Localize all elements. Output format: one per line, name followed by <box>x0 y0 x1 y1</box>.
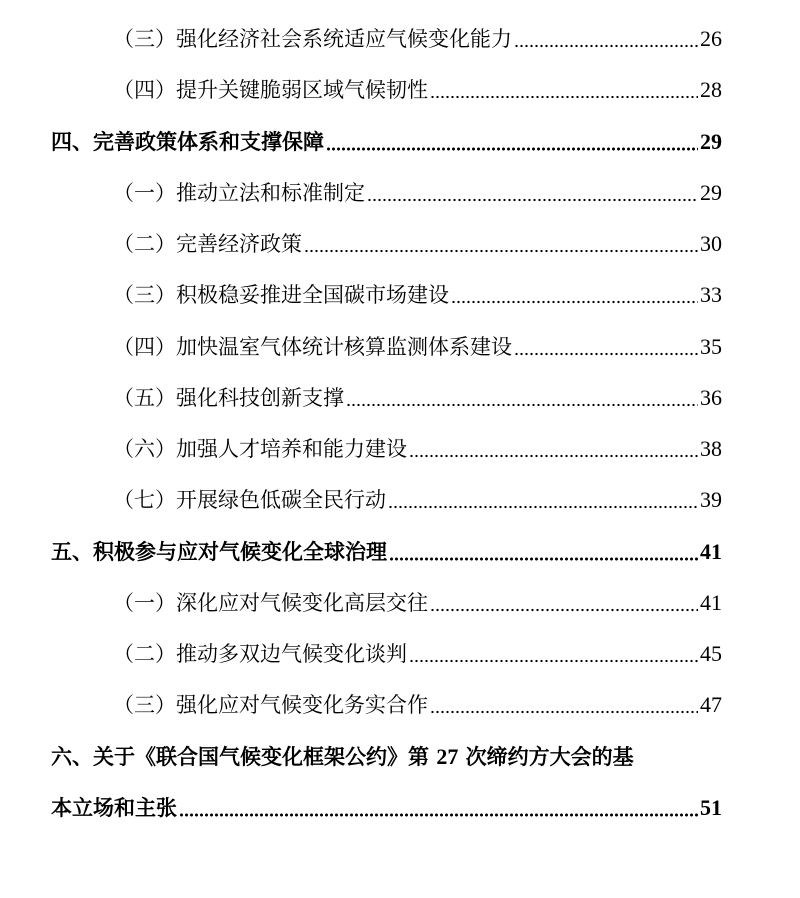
dot-leader <box>346 403 698 407</box>
toc-entry-label-number: 27 <box>436 744 459 769</box>
toc-entry-label: 四、完善政策体系和支撑保障 <box>51 129 324 154</box>
dot-leader <box>409 659 698 663</box>
toc-entry-page: 38 <box>700 436 722 461</box>
toc-entry-sub[interactable] <box>113 176 722 210</box>
toc-entry-page: 45 <box>700 641 722 666</box>
dot-leader <box>430 710 698 714</box>
toc-entry-sub[interactable] <box>113 637 722 671</box>
toc-entry-sub[interactable] <box>113 688 722 722</box>
toc-entry-label: 五、积极参与应对气候变化全球治理 <box>51 539 387 564</box>
toc-entry-label: （二）推动多双边气候变化谈判 <box>113 642 407 666</box>
toc-entry-page: 30 <box>700 231 722 256</box>
dot-leader <box>388 505 698 509</box>
toc-entry-label: （七）开展绿色低碳全民行动 <box>113 488 386 512</box>
toc-entry-page: 51 <box>700 795 722 820</box>
dot-leader <box>430 608 698 612</box>
toc-entry-label: （二）完善经济政策 <box>113 232 302 256</box>
toc-entry-label: （四）提升关键脆弱区域气候韧性 <box>113 78 428 102</box>
toc-entry-label: （一）深化应对气候变化高层交往 <box>113 591 428 615</box>
dot-leader <box>451 300 698 304</box>
toc-entry-sub[interactable] <box>113 278 722 312</box>
toc-entry-main[interactable] <box>51 125 722 159</box>
toc-entry-page: 41 <box>700 590 722 615</box>
dot-leader <box>409 454 698 458</box>
toc-entry-main[interactable] <box>51 535 722 569</box>
toc-entry-page: 29 <box>700 129 722 154</box>
dot-leader <box>326 147 698 151</box>
toc-entry-sub[interactable] <box>113 22 722 56</box>
toc-entry-sub[interactable] <box>113 381 722 415</box>
toc-entry-page: 41 <box>700 539 722 564</box>
dot-leader <box>304 249 698 253</box>
toc-entry-main-line1[interactable] <box>51 740 731 774</box>
toc-entry-label: （四）加快温室气体统计核算监测体系建设 <box>113 335 512 359</box>
toc-entry-sub[interactable] <box>113 432 722 466</box>
toc-entry-page: 28 <box>700 77 722 102</box>
toc-entry-page: 39 <box>700 487 722 512</box>
toc-entry-sub[interactable] <box>113 586 722 620</box>
dot-leader <box>367 198 698 202</box>
toc-entry-page: 47 <box>700 692 722 717</box>
toc-entry-label: （六）加强人才培养和能力建设 <box>113 437 407 461</box>
toc-entry-sub[interactable] <box>113 73 722 107</box>
dot-leader <box>430 95 698 99</box>
dot-leader <box>514 352 698 356</box>
dot-leader <box>389 557 698 561</box>
toc-entry-page: 29 <box>700 180 722 205</box>
toc-entry-page: 33 <box>700 282 722 307</box>
toc-entry-main-line2[interactable] <box>51 791 722 825</box>
toc-entry-label: 本立场和主张 <box>51 795 177 820</box>
toc-entry-label: （五）强化科技创新支撑 <box>113 386 344 410</box>
toc-entry-label: （三）强化经济社会系统适应气候变化能力 <box>113 27 512 51</box>
toc-entry-label: （三）强化应对气候变化务实合作 <box>113 693 428 717</box>
toc-entry-page: 26 <box>700 26 722 51</box>
toc-entry-sub[interactable] <box>113 227 722 261</box>
dot-leader <box>514 44 698 48</box>
toc-entry-page: 35 <box>700 334 722 359</box>
toc-entry-sub[interactable] <box>113 330 722 364</box>
toc-entry-label: （三）积极稳妥推进全国碳市场建设 <box>113 283 449 307</box>
toc-entry-page: 36 <box>700 385 722 410</box>
toc-entry-label-suffix: 次缔约方大会的基 <box>458 744 634 769</box>
toc-entry-label: （一）推动立法和标准制定 <box>113 181 365 205</box>
dot-leader <box>179 813 698 817</box>
toc-entry-label-prefix: 六、关于《联合国气候变化框架公约》第 <box>51 744 437 769</box>
toc-entry-sub[interactable] <box>113 483 722 517</box>
